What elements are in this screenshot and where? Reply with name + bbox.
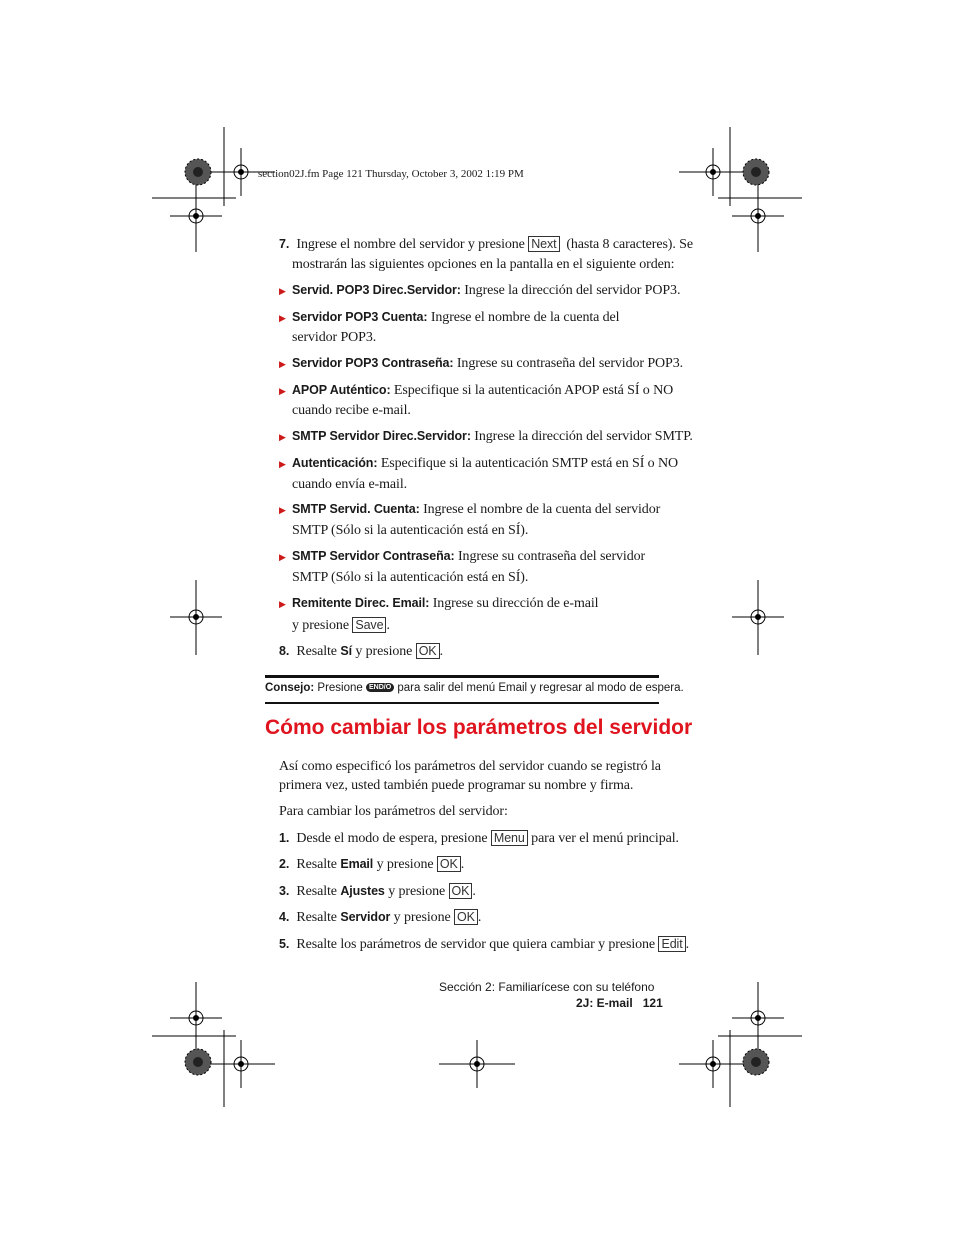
footer-section: Sección 2: Familiarícese con su teléfono (439, 980, 655, 994)
step-4: 4. Resalte Servidor y presione OK . (279, 910, 482, 925)
list-item-cont: servidor POP3. (292, 330, 377, 345)
section-title: Cómo cambiar los parámetros del servidor (265, 716, 693, 739)
ok-softkey: OK (449, 883, 473, 899)
intro-line: Así como especificó los parámetros del servidor cuando se registró la (279, 759, 661, 774)
list-item: SMTP Servidor Contraseña: Ingrese su contraseña del servidor (292, 549, 646, 564)
ok-softkey: OK (454, 909, 478, 925)
tip-note: Consejo: Presione END/O para salir del menú Email y regresar al modo de espera. (265, 682, 684, 694)
list-item: Servidor POP3 Contraseña: Ingrese su contraseña del servidor POP3. (292, 356, 684, 371)
edit-softkey: Edit (658, 936, 685, 952)
tip-rule-top (265, 675, 659, 678)
footer-chapter: 2J: E-mail 121 (576, 996, 663, 1010)
bullet-arrow-icon: ▶ (279, 360, 286, 370)
bullet-arrow-icon: ▶ (279, 314, 286, 324)
step-1: 1. Desde el modo de espera, presione Menu para ver el menú principal. (279, 831, 679, 846)
step-2: 2. Resalte Email y presione OK . (279, 857, 465, 872)
list-item: Servidor POP3 Cuenta: Ingrese el nombre de la cuenta del (292, 310, 620, 325)
list-item-cont: SMTP (Sólo si la autenticación está en SÍ). (292, 523, 529, 538)
list-item: Autenticación: Especifique si la autenticación SMTP está en SÍ o NO (292, 456, 678, 471)
list-item-cont: cuando envía e-mail. (292, 477, 408, 492)
step-text: Ingrese el nombre del servidor y presione (296, 237, 525, 252)
list-item: Remitente Direc. Email: Ingrese su dirección de e-mail (292, 596, 599, 611)
bullet-arrow-icon: ▶ (279, 433, 286, 443)
step-7-cont: mostrarán las siguientes opciones en la pantalla en el siguiente orden: (292, 257, 675, 272)
step-7 (279, 236, 693, 253)
step-text: (hasta 8 caracteres). Se (566, 237, 693, 252)
end-key-icon: END/O (366, 683, 394, 692)
bullet-arrow-icon: ▶ (279, 506, 286, 516)
print-header: section02J.fm Page 121 Thursday, October 3, 2002 1:19 PM (258, 168, 524, 180)
save-softkey: Save (352, 617, 386, 633)
intro-line: primera vez, usted también puede programar su nombre y firma. (279, 778, 634, 793)
step-number: 7. (279, 237, 290, 251)
page-number: 121 (642, 996, 663, 1010)
ok-softkey: OK (437, 856, 461, 872)
ok-softkey: OK (416, 643, 440, 659)
list-item: Servid. POP3 Direc.Servidor: Ingrese la dirección del servidor POP3. (292, 283, 681, 298)
intro-line: Para cambiar los parámetros del servidor: (279, 804, 508, 819)
bullet-arrow-icon: ▶ (279, 287, 286, 297)
bullet-arrow-icon: ▶ (279, 600, 286, 610)
next-softkey: Next (528, 236, 559, 252)
step-3: 3. Resalte Ajustes y presione OK . (279, 884, 476, 899)
list-item-cont: SMTP (Sólo si la autenticación está en SÍ). (292, 570, 529, 585)
bullet-arrow-icon: ▶ (279, 387, 286, 397)
menu-softkey: Menu (491, 830, 528, 846)
bullet-arrow-icon: ▶ (279, 460, 286, 470)
bullet-arrow-icon: ▶ (279, 553, 286, 563)
list-item: SMTP Servidor Direc.Servidor: Ingrese la dirección del servidor SMTP. (292, 429, 693, 444)
list-item-cont: cuando recibe e-mail. (292, 403, 411, 418)
list-item: APOP Auténtico: Especifique si la autenticación APOP está SÍ o NO (292, 383, 674, 398)
step-8: 8. Resalte Sí y presione OK . (279, 644, 443, 659)
step-5: 5. Resalte los parámetros de servidor que quiera cambiar y presione Edit . (279, 937, 689, 952)
tip-rule-bottom (265, 702, 659, 704)
list-item: SMTP Servid. Cuenta: Ingrese el nombre de la cuenta del servidor (292, 502, 661, 517)
list-item-cont: y presione Save . (292, 618, 390, 633)
